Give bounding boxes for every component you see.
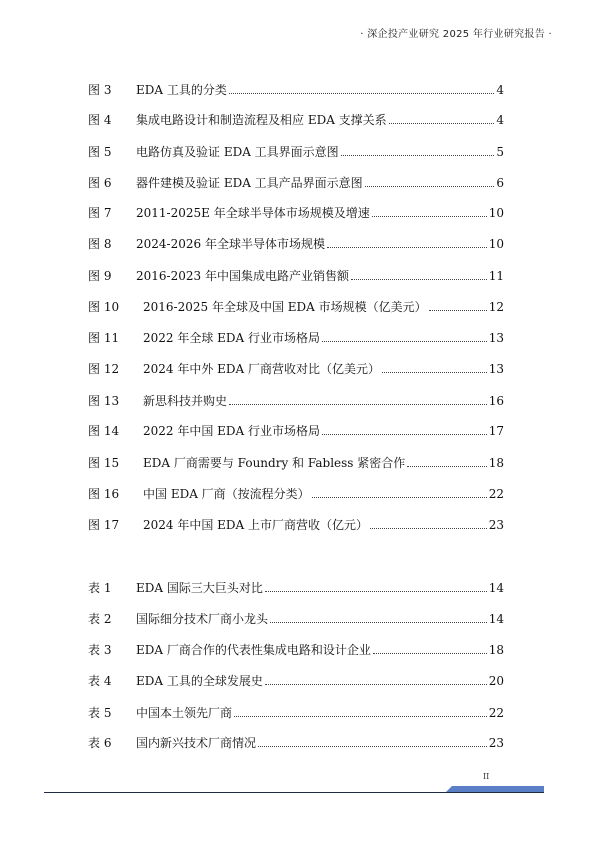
entry-page: 14 [488,612,504,626]
entry-number: 表 2 [88,612,112,626]
leader-dots [429,310,487,311]
entry-title: 2016-2025 年全球及中国 EDA 市场规模（亿美元） [143,300,427,314]
page-number: II [483,772,490,781]
entry-page: 10 [488,206,504,220]
leader-dots [258,746,487,747]
entry-title: EDA 厂商需要与 Foundry 和 Fabless 紧密合作 [143,456,406,470]
entry-number: 图 5 [88,145,112,159]
leader-dots [322,434,487,435]
entry-page: 6 [496,176,504,190]
entry-page: 17 [488,424,504,438]
entry-page: 10 [488,237,504,251]
entry-title: 集成电路设计和制造流程及相应 EDA 支撑关系 [136,113,387,127]
toc-entry[interactable] [88,703,504,723]
entry-number: 图 10 [88,300,120,314]
toc-entry[interactable] [88,640,504,660]
toc-entry[interactable] [88,80,504,100]
entry-title: 2024-2026 年全球半导体市场规模 [136,237,325,251]
toc-entry[interactable] [88,328,504,348]
leader-dots [373,653,487,654]
toc-entry[interactable] [88,421,504,441]
entry-title: EDA 工具的分类 [136,83,227,97]
toc-entry[interactable] [88,733,504,753]
leader-dots [341,155,495,156]
entry-number: 表 3 [88,643,112,657]
entry-title: 电路仿真及验证 EDA 工具界面示意图 [136,145,339,159]
entry-page: 23 [488,736,504,750]
entry-number: 图 9 [88,269,112,283]
report-header: · 深企投产业研究 2025 年行业研究报告 · [360,29,552,40]
entry-page: 5 [496,145,504,159]
entry-page: 14 [488,581,504,595]
toc-entry[interactable] [88,110,504,130]
entry-page: 18 [488,643,504,657]
toc-entry[interactable] [88,297,504,317]
entry-page: 13 [488,362,504,376]
entry-page: 11 [488,269,504,283]
entry-page: 12 [488,300,504,314]
entry-title: 器件建模及验证 EDA 工具产品界面示意图 [136,176,363,190]
toc-entry[interactable] [88,671,504,691]
entry-page: 16 [488,394,504,408]
entry-page: 23 [488,518,504,532]
entry-title: 国内新兴技术厂商情况 [136,736,257,750]
toc-entry[interactable] [88,578,504,598]
entry-number: 图 11 [88,331,120,345]
leader-dots [270,622,487,623]
leader-dots [382,372,487,373]
entry-page: 13 [488,331,504,345]
toc-entry[interactable] [88,453,504,473]
entry-title: 中国本土领先厂商 [136,706,233,720]
toc-entry[interactable] [88,203,504,223]
entry-number: 图 6 [88,176,112,190]
toc-entry[interactable] [88,391,504,411]
entry-number: 表 4 [88,674,112,688]
toc-entry[interactable] [88,266,504,286]
leader-dots [229,93,494,94]
entry-title: 2022 年全球 EDA 行业市场格局 [143,331,321,345]
toc-entry[interactable] [88,484,504,504]
toc-entry[interactable] [88,234,504,254]
entry-title: 2011-2025E 年全球半导体市场规模及增速 [136,206,370,220]
leader-dots [407,466,486,467]
leader-dots [389,123,495,124]
toc-entry[interactable] [88,609,504,629]
leader-dots [327,247,487,248]
entry-page: 4 [496,113,504,127]
entry-page: 22 [488,487,504,501]
toc-entry[interactable] [88,359,504,379]
toc-entry[interactable] [88,515,504,535]
entry-page: 20 [488,674,504,688]
leader-dots [265,684,487,685]
entry-title: 2022 年中国 EDA 行业市场格局 [143,424,321,438]
leader-dots [351,279,487,280]
entry-number: 图 3 [88,83,112,97]
entry-number: 表 1 [88,581,112,595]
entry-number: 图 4 [88,113,112,127]
entry-number: 图 13 [88,394,120,408]
entry-title: EDA 国际三大巨头对比 [136,581,263,595]
entry-page: 4 [496,83,504,97]
entry-page: 18 [488,456,504,470]
entry-number: 图 16 [88,487,120,501]
leader-dots [365,186,495,187]
entry-number: 表 5 [88,706,112,720]
entry-number: 图 12 [88,362,120,376]
leader-dots [370,528,487,529]
entry-title: EDA 工具的全球发展史 [136,674,263,688]
entry-number: 表 6 [88,736,112,750]
entry-number: 图 17 [88,518,120,532]
entry-title: 2024 年中国 EDA 上市厂商营收（亿元） [143,518,369,532]
entry-title: 国际细分技术厂商小龙头 [136,612,269,626]
toc-entry[interactable] [88,173,504,193]
entry-page: 22 [488,706,504,720]
entry-title: 2016-2023 年中国集成电路产业销售额 [136,269,349,283]
leader-dots [322,341,487,342]
footer-rule [44,792,544,793]
leader-dots [265,591,487,592]
entry-number: 图 7 [88,206,112,220]
entry-number: 图 15 [88,456,120,470]
entry-number: 图 8 [88,237,112,251]
entry-title: 2024 年中外 EDA 厂商营收对比（亿美元） [143,362,381,376]
entry-title: 新思科技并购史 [143,394,228,408]
toc-entry[interactable] [88,142,504,162]
entry-title: EDA 厂商合作的代表性集成电路和设计企业 [136,643,371,657]
leader-dots [312,497,487,498]
entry-title: 中国 EDA 厂商（按流程分类） [143,487,310,501]
entry-number: 图 14 [88,424,120,438]
leader-dots [229,404,487,405]
leader-dots [372,216,487,217]
leader-dots [234,716,487,717]
